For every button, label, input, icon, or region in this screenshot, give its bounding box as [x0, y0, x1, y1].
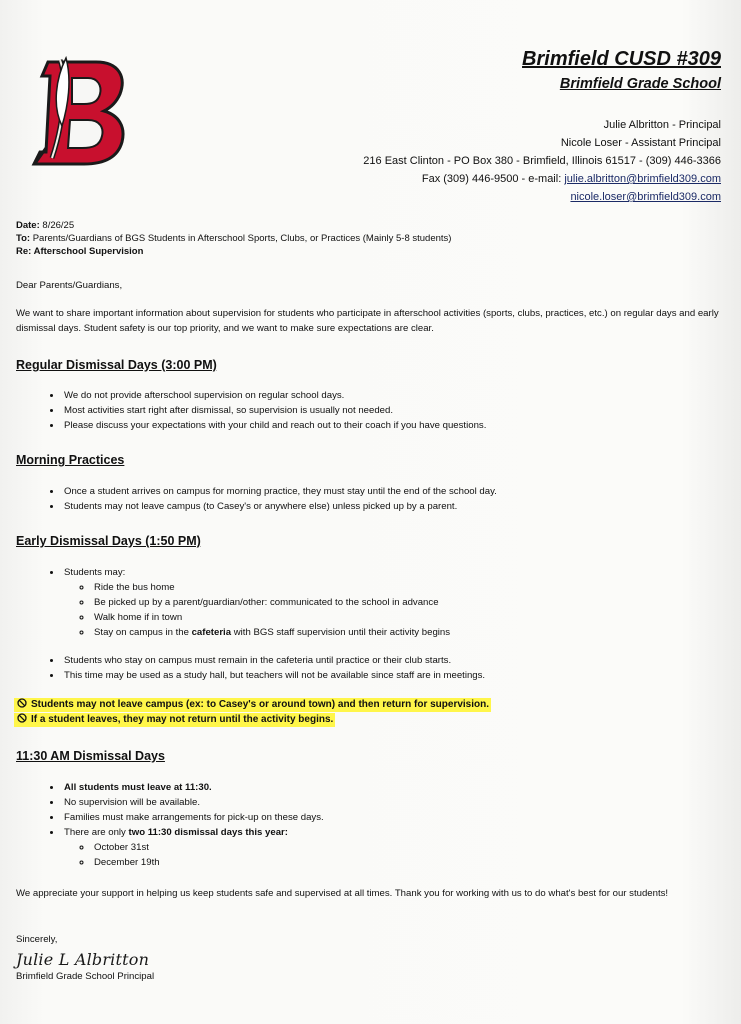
- greeting: Dear Parents/Guardians,: [16, 280, 123, 291]
- prohibited-icon: [17, 698, 27, 708]
- dismissal-days-bold: two 11:30 dismissal days this year:: [128, 827, 288, 838]
- assistant-principal-line: Nicole Loser - Assistant Principal: [560, 137, 721, 149]
- early-dismissal-heading: Early Dismissal Days (1:50 PM): [16, 534, 201, 548]
- email-link-assistant[interactable]: nicole.loser@brimfield309.com: [570, 191, 721, 203]
- regular-dismissal-heading: Regular Dismissal Days (3:00 PM): [16, 358, 217, 372]
- list-item: • Please discuss your expectations with your child and reach out to their coach if you have questions.: [62, 418, 486, 433]
- list-item: • Students may not leave campus (to Casey's or anywhere else) unless picked up by a parent.: [62, 499, 497, 514]
- list-item: ◦ Be picked up by a parent/guardian/other: communicated to the school in advance: [92, 595, 450, 610]
- list-item: • Once a student arrives on campus for morning practice, they must stay until the end of the school day.: [62, 484, 497, 499]
- prohibited-icon: [17, 713, 27, 723]
- list-item: • Most activities start right after dismissal, so supervision is usually not needed.: [62, 403, 486, 418]
- regular-dismissal-list: [38, 388, 486, 433]
- warning-text: Students may not leave campus (ex: to Casey's or around town) and then return for supervision.: [31, 699, 490, 710]
- list-item: • Families must make arrangements for pick-up on these days.: [62, 810, 324, 825]
- stay-bold: cafeteria: [191, 627, 232, 638]
- closing-paragraph: We appreciate your support in helping us keep students safe and supervised at all times. Thank you for working with us to do what's best for our students!: [16, 888, 669, 899]
- contact-block: [363, 116, 721, 206]
- early-options-list: [64, 580, 450, 640]
- list-item: [62, 780, 324, 795]
- date-value: 8/26/25: [42, 220, 75, 231]
- warning-highlight: [14, 698, 491, 712]
- stay-suffix: with BGS staff supervision until their activity begins: [231, 627, 451, 638]
- early-dismissal-rules-list: [38, 653, 485, 683]
- list-item: ◦ Walk home if in town: [92, 610, 450, 625]
- list-item: • No supervision will be available.: [62, 795, 324, 810]
- stay-prefix: Stay on campus in the: [94, 627, 192, 638]
- eleven-thirty-list: [38, 780, 324, 870]
- list-item: • We do not provide afterschool supervision on regular school days.: [62, 388, 486, 403]
- eleven-thirty-heading: 11:30 AM Dismissal Days: [16, 749, 165, 763]
- list-item: [62, 825, 324, 870]
- warning-highlight: [14, 713, 335, 727]
- brimfield-b-logo: [22, 56, 130, 168]
- warning-text: If a student leaves, they may not return until the activity begins.: [31, 714, 334, 725]
- intro-paragraph: We want to share important information about supervision for students who participate in afterschool activities (sports, clubs, practices, etc.) on regular days and early dismissal days. Student safety is our top priority, and we want to make sure expectations are clear.: [16, 308, 719, 334]
- district-name: Brimfield CUSD #309: [522, 48, 721, 70]
- to-value: Parents/Guardians of BGS Students in Afterschool Sports, Clubs, or Practices (Mainly 5-8 students): [32, 233, 452, 244]
- sincerely: Sincerely,: [16, 934, 58, 945]
- morning-practices-list: [38, 484, 497, 514]
- letterhead: [522, 46, 721, 94]
- email-link-principal[interactable]: julie.albritton@brimfield309.com: [564, 173, 721, 185]
- dismissal-days-prefix: There are only: [64, 827, 129, 838]
- re-label: Re:: [16, 246, 32, 257]
- morning-practices-heading: Morning Practices: [16, 453, 125, 467]
- to-label: To:: [16, 233, 31, 244]
- list-item: ◦ December 19th: [92, 855, 324, 870]
- bold-item: All students must leave at 11:30.: [64, 782, 212, 793]
- list-item: [62, 565, 450, 640]
- list-item: ◦ Ride the bus home: [92, 580, 450, 595]
- fax-email-line: [363, 170, 721, 188]
- principal-line: Julie Albritton - Principal: [603, 119, 721, 131]
- students-may-label: Students may:: [64, 567, 126, 578]
- re-value: Afterschool Supervision: [33, 246, 144, 257]
- school-name: Brimfield Grade School: [559, 76, 721, 92]
- fax-label: Fax (309) 446-9500 - e-mail:: [421, 173, 565, 185]
- signature: Julie L Albritton: [16, 950, 150, 969]
- signer-title: Brimfield Grade School Principal: [16, 971, 155, 982]
- address-line: 216 East Clinton - PO Box 380 - Brimfield, Illinois 61517 - (309) 446-3366: [363, 155, 721, 167]
- list-item: • Students who stay on campus must remain in the cafeteria until practice or their club starts.: [62, 653, 485, 668]
- list-item: • This time may be used as a study hall, but teachers will not be available since staff are in meetings.: [62, 668, 485, 683]
- early-dismissal-list: [38, 565, 450, 640]
- memo-header: [16, 219, 451, 258]
- dismissal-dates-list: [64, 840, 324, 870]
- date-label: Date:: [16, 220, 40, 231]
- list-item: [92, 625, 450, 640]
- list-item: ◦ October 31st: [92, 840, 324, 855]
